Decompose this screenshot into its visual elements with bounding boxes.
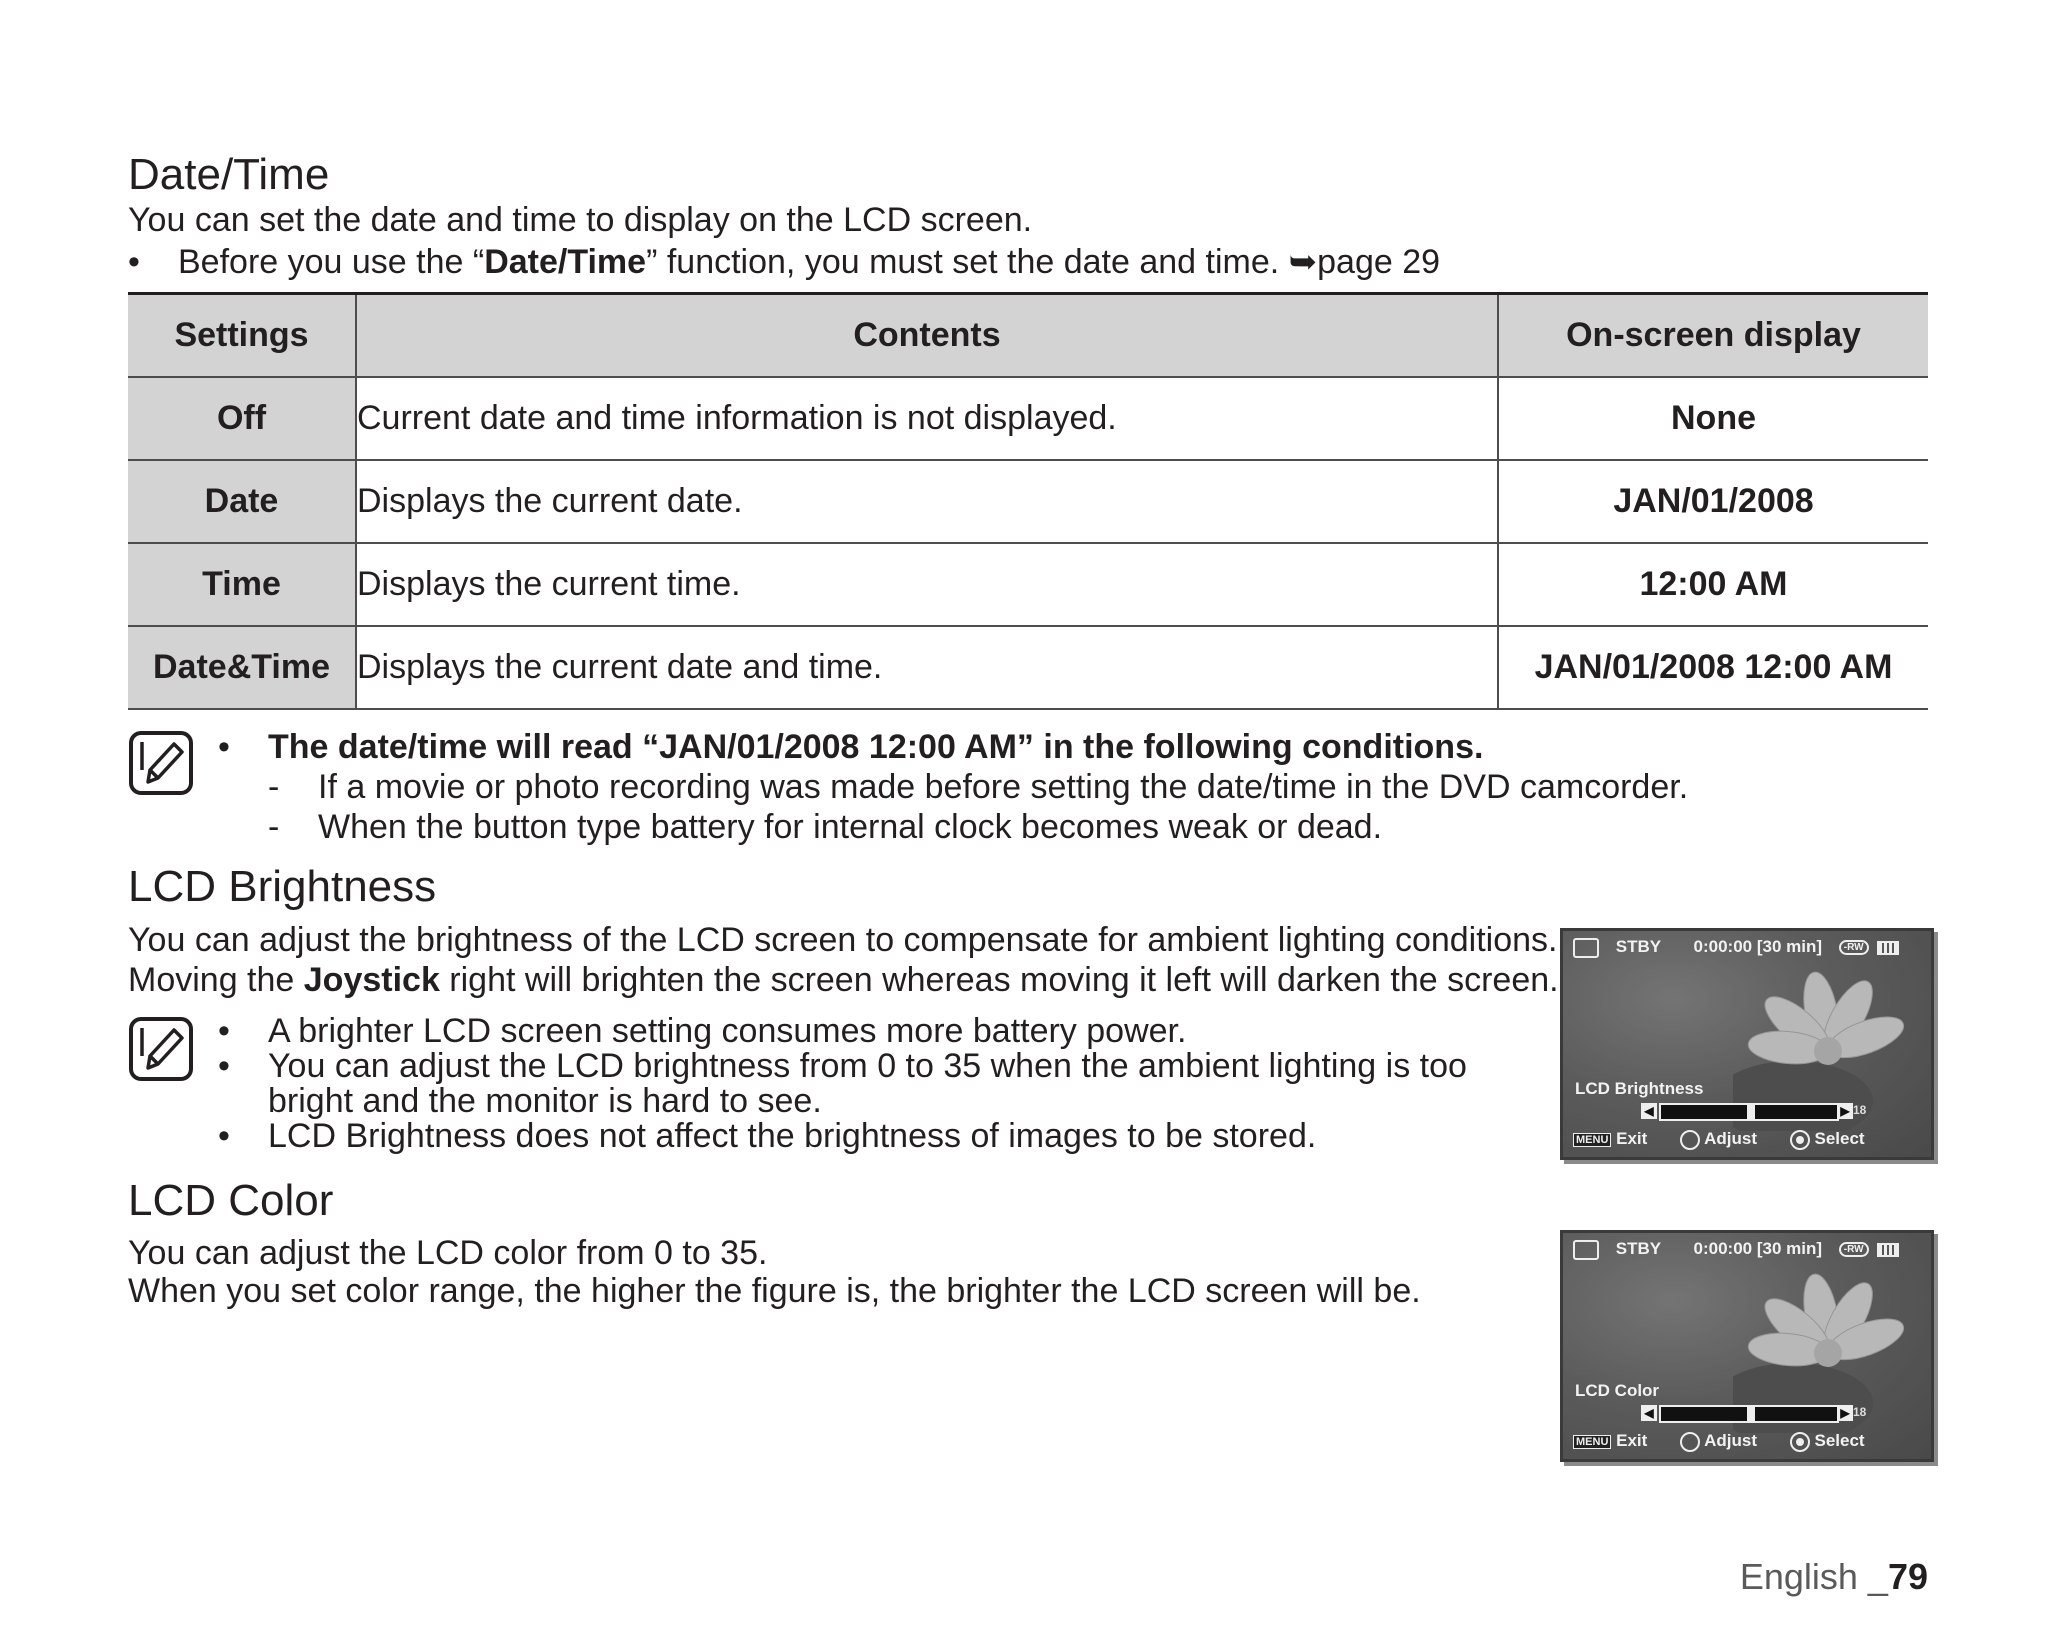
- color-text: You can adjust the LCD color from 0 to 35. When you set color range, the higher the figure is, the brighter the LCD screen will be.: [128, 1234, 1421, 1310]
- display-cell: None: [1498, 377, 1928, 460]
- header-settings: Settings: [128, 294, 356, 378]
- level-bar[interactable]: [1659, 1103, 1839, 1121]
- menu-key-icon: MENU: [1573, 1133, 1611, 1147]
- note-icon: [128, 730, 194, 796]
- header-display: On-screen display: [1498, 294, 1928, 378]
- page-number: 79: [1887, 1556, 1928, 1597]
- joystick-press-icon: [1790, 1130, 1810, 1150]
- note-icon: [128, 1016, 194, 1082]
- contents-cell: Current date and time information is not displayed.: [356, 377, 1498, 460]
- lcd-color-screen: [1560, 1230, 1934, 1462]
- camera-mode-icon: [1573, 1240, 1599, 1260]
- right-arrow-icon[interactable]: ▶: [1837, 1103, 1853, 1119]
- level-knob[interactable]: [1747, 1405, 1755, 1423]
- header-contents: Contents: [356, 294, 1498, 378]
- left-arrow-icon[interactable]: ◀: [1641, 1405, 1657, 1421]
- display-cell: JAN/01/2008: [1498, 460, 1928, 543]
- table-row: [128, 460, 1928, 543]
- left-arrow-icon[interactable]: ◀: [1641, 1103, 1657, 1119]
- level-knob[interactable]: [1747, 1103, 1755, 1121]
- battery-icon: [1877, 941, 1899, 955]
- brightness-heading: LCD Brightness: [128, 862, 437, 911]
- setting-cell: Off: [128, 377, 356, 460]
- battery-icon: [1877, 1243, 1899, 1257]
- datetime-note: • The date/time will read “JAN/01/2008 12:00 AM” in the following conditions. - If a movie or photo recording was made before setting the date/time in the DVD camcorder. - When the button type battery for internal clock becomes weak or dead.: [218, 728, 1689, 846]
- right-arrow-icon[interactable]: ▶: [1837, 1405, 1853, 1421]
- contents-cell: Displays the current date and time.: [356, 626, 1498, 709]
- menu-key-icon: MENU: [1573, 1435, 1611, 1449]
- setting-cell: Date: [128, 460, 356, 543]
- bullet-dot: •: [218, 1047, 230, 1085]
- lcd-menu-label: LCD Brightness: [1575, 1079, 1704, 1098]
- camera-mode-icon: [1573, 938, 1599, 958]
- setting-cell: Time: [128, 543, 356, 626]
- contents-cell: Displays the current date.: [356, 460, 1498, 543]
- setting-cell: Date&Time: [128, 626, 356, 709]
- page-footer: [1740, 1556, 1928, 1598]
- disc-rw-icon: -RW: [1839, 1242, 1869, 1257]
- datetime-bullet: • Before you use the “Date/Time” function, you must set the date and time. ➥page 29: [128, 243, 1441, 281]
- table-row: [128, 543, 1928, 626]
- lcd-brightness-screen: [1560, 928, 1934, 1160]
- footer-language: English _: [1739, 1556, 1888, 1597]
- brightness-notes: • A brighter LCD screen setting consumes more battery power. • You can adjust the LCD brightness from 0 to 35 when the ambient lighting is too bright and the monitor is hard to see. • LCD Brightness does not affect the brightness of images to be stored.: [218, 1012, 1467, 1155]
- table-row: [128, 377, 1928, 460]
- bullet-dot: •: [128, 243, 140, 281]
- lcd-guide-bar: MENU Exit Adjust Select: [1573, 1129, 1921, 1150]
- bullet-dot: •: [218, 728, 230, 766]
- level-bar[interactable]: [1659, 1405, 1839, 1423]
- display-cell: JAN/01/2008 12:00 AM: [1498, 626, 1928, 709]
- bullet-dot: •: [218, 1012, 230, 1050]
- brightness-text: You can adjust the brightness of the LCD screen to compensate for ambient lighting conditions. Moving the Joystick right will brighten the screen whereas moving it left will darken the screen.: [128, 921, 1559, 999]
- datetime-intro: You can set the date and time to display on the LCD screen.: [128, 201, 1033, 239]
- display-cell: 12:00 AM: [1498, 543, 1928, 626]
- level-value: 18: [1853, 1405, 1867, 1419]
- lcd-status-bar: STBY 0:00:00 [30 min] -RW: [1573, 1239, 1921, 1260]
- datetime-table: [128, 292, 1928, 710]
- disc-rw-icon: -RW: [1839, 940, 1869, 955]
- lcd-status-bar: STBY 0:00:00 [30 min] -RW: [1573, 937, 1921, 958]
- lcd-menu-label: LCD Color: [1575, 1381, 1660, 1400]
- joystick-icon: [1680, 1432, 1700, 1452]
- lcd-guide-bar: MENU Exit Adjust Select: [1573, 1431, 1921, 1452]
- table-header-row: [128, 294, 1928, 378]
- color-heading: LCD Color: [128, 1176, 334, 1225]
- table-row: [128, 626, 1928, 709]
- bullet-dot: •: [218, 1117, 230, 1155]
- datetime-heading: Date/Time: [128, 150, 330, 199]
- joystick-press-icon: [1790, 1432, 1810, 1452]
- joystick-icon: [1680, 1130, 1700, 1150]
- page-reference-link[interactable]: ➥page 29: [1288, 243, 1441, 281]
- level-value: 18: [1853, 1103, 1867, 1117]
- contents-cell: Displays the current time.: [356, 543, 1498, 626]
